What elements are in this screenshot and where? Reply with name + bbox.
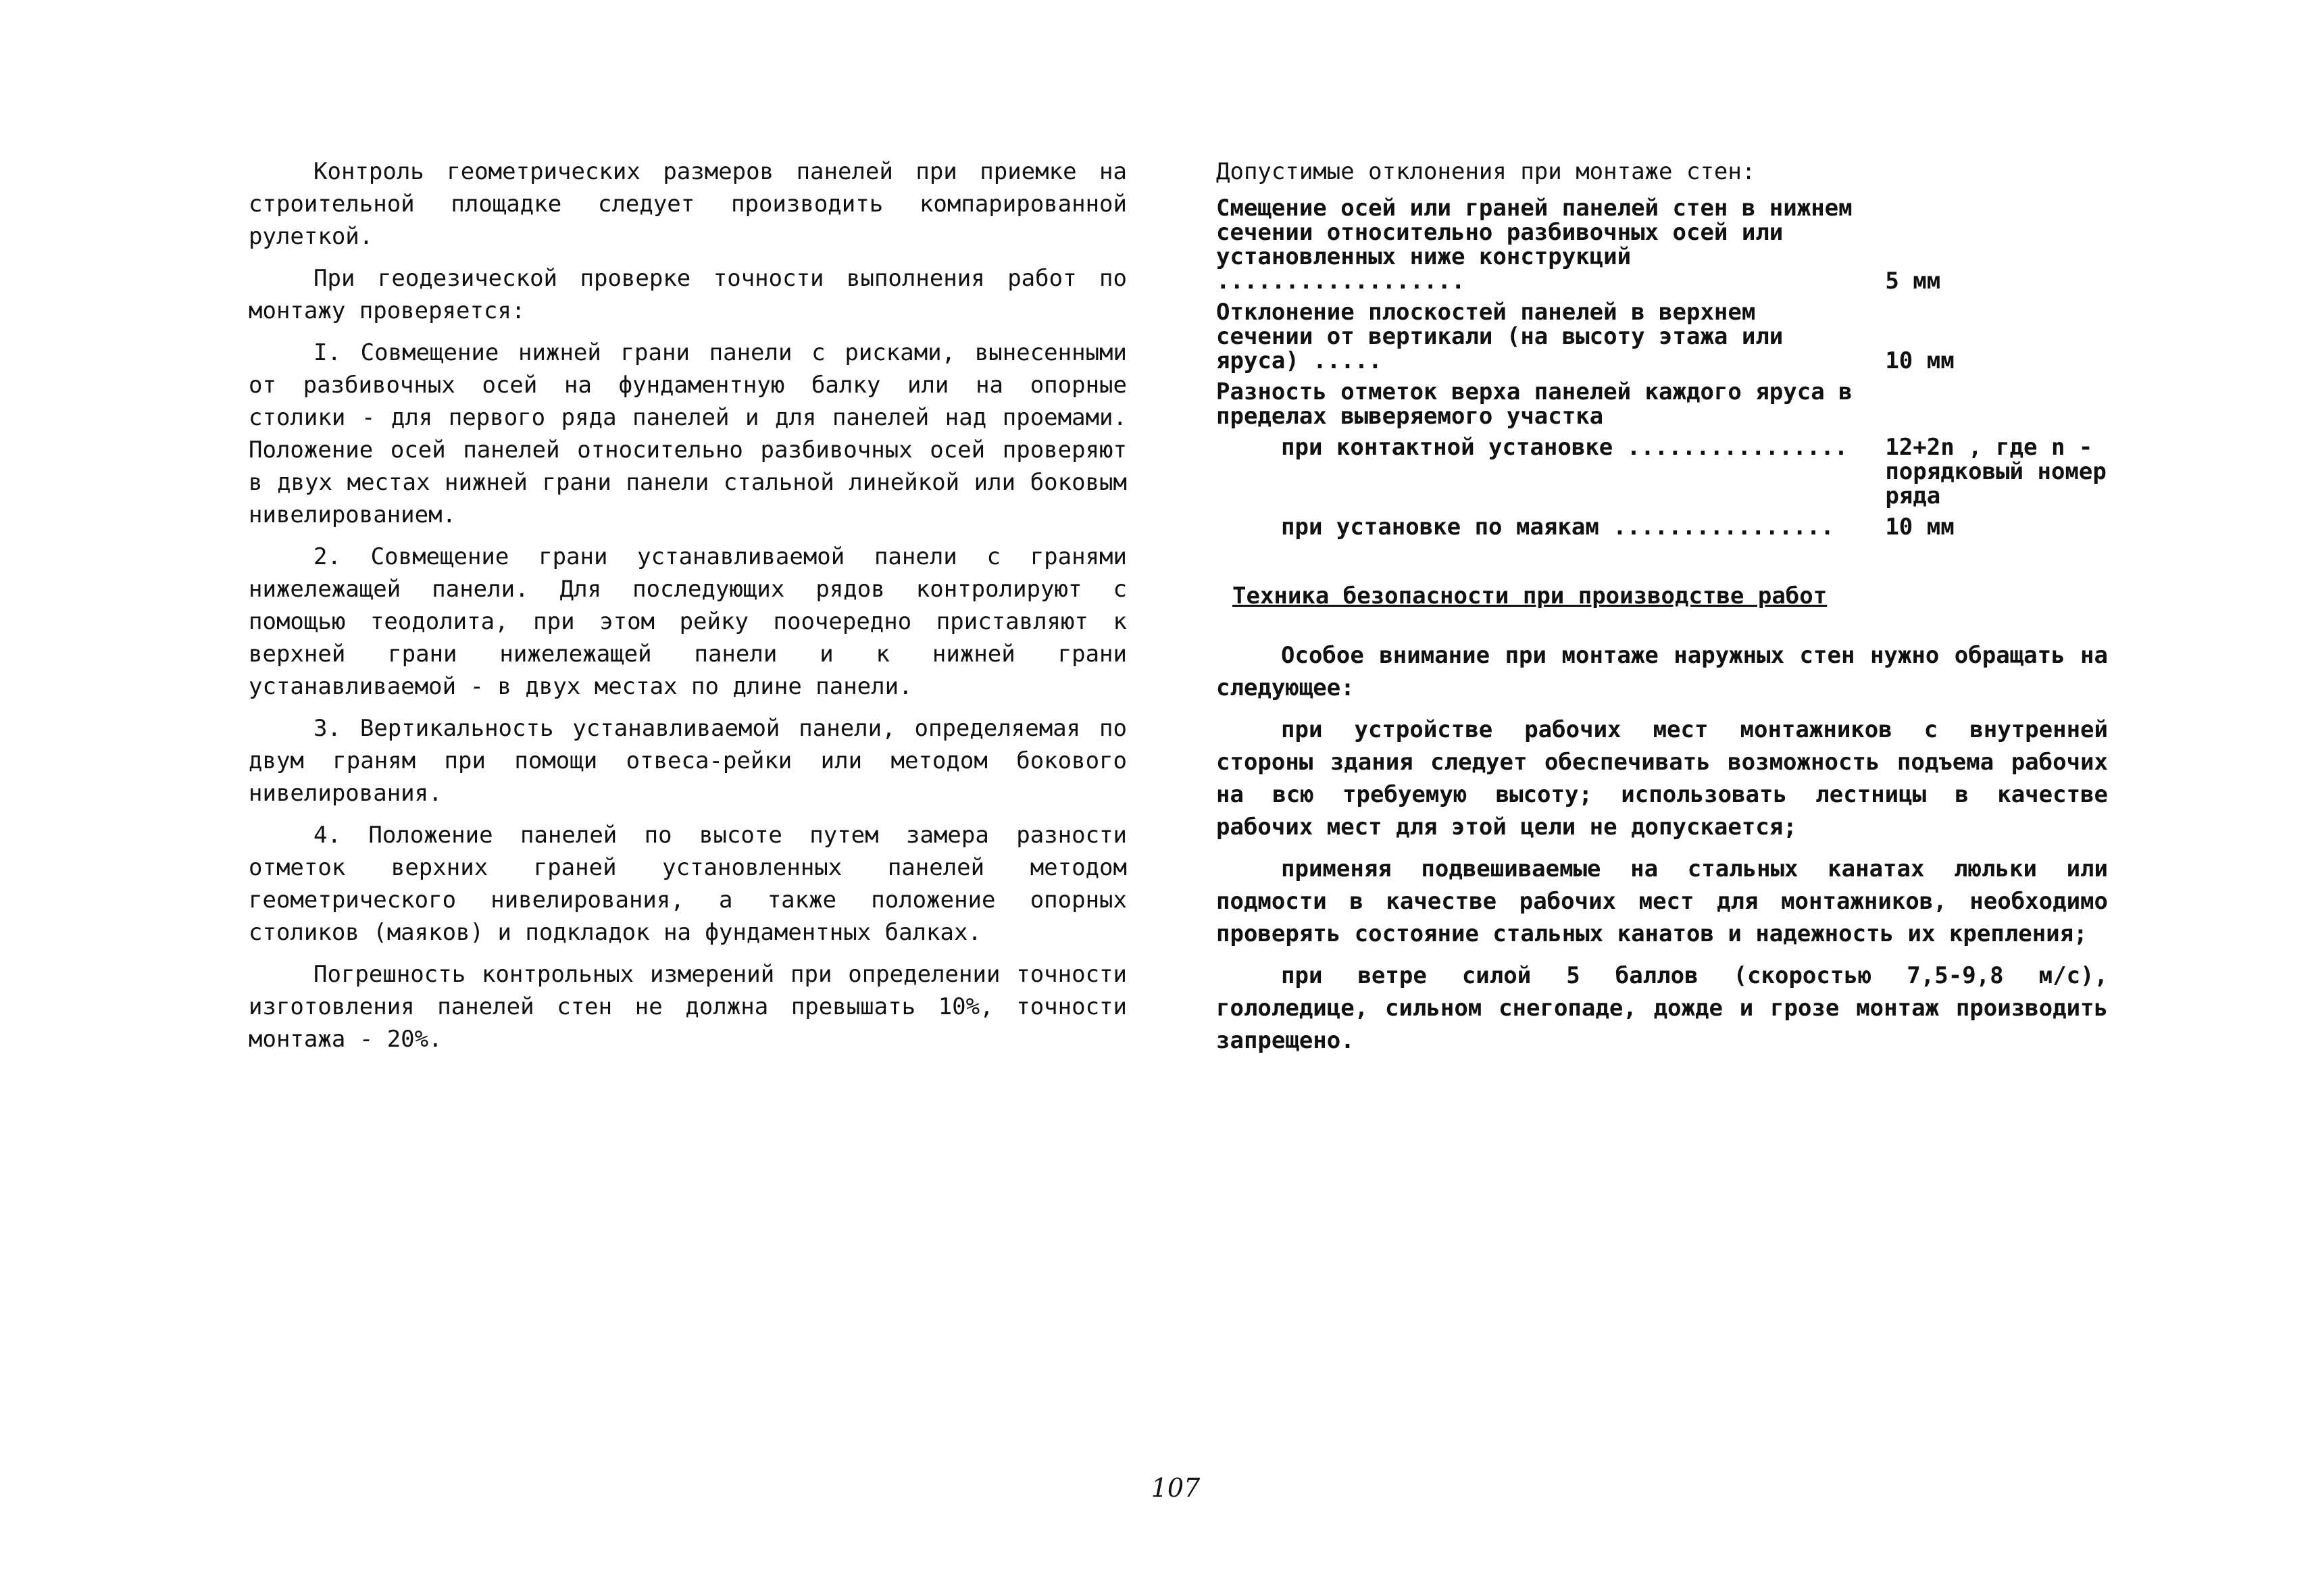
paragraph-item-4: 4. Положение панелей по высоте путем замера разности отметок верхних граней установленных панелей методом геометрического нивелирования, а также положение опорных столиков (маяков) и подкладок на фундаментных балках. (249, 822, 1127, 946)
table-row (1216, 515, 2108, 546)
table-row (1216, 196, 2108, 300)
deviation-value (1858, 380, 2108, 435)
deviation-text: Отклонение плоскостей панелей в верхнем сечении от вертикали (на высоту этажа или яруса) ..... (1216, 299, 1784, 374)
safety-item-workplaces: при устройстве рабочих мест монтажников с внутренней стороны здания следует обеспечивать возможность подъема рабочих на всю требуемую высоту; использовать лестницы в качестве рабочих мест для этой цели не допускается; (1216, 716, 2108, 841)
deviations-title: Допустимые отклонения при монтаже стен: (1216, 158, 1756, 185)
safety-intro: Особое внимание при монтаже наружных стен нужно обращать на следующее: (1216, 642, 2108, 701)
paragraph-item-3: 3. Вертикальность устанавливаемой панели, определяемая по двум граням при помощи отвеса-рейки или методом бокового нивелирования. (249, 715, 1127, 807)
safety-item-weather: при ветре силой 5 баллов (скоростью 7,5-9,8 м/с), гололедице, сильном снегопаде, дожде и грозе монтаж производить запрещено. (1216, 962, 2108, 1054)
deviation-value: 10 мм (1885, 347, 1955, 374)
deviation-text: Разность отметок верха панелей каждого яруса в пределах выверяемого участка (1216, 378, 1853, 430)
deviation-value: 10 мм (1885, 514, 1955, 541)
paragraph-tape-control: Контроль геометрических размеров панелей при приемке на строительной площадке следует производить компарированной рулеткой. (249, 158, 1127, 250)
deviation-value: 12+2n , где n - порядковый номер ряда (1885, 434, 2107, 509)
left-column (249, 155, 1127, 1065)
paragraph-measurement-error: Погрешность контрольных измерений при определении точности изготовления панелей стен не должна превышать 10%, точности монтажа - 20%. (249, 961, 1127, 1053)
safety-item-cradles: применяя подвешиваемые на стальных канатах люльки или подмости в качестве рабочих мест для монтажников, необходимо проверять состояние стальных канатов и надежность их крепления; (1216, 855, 2108, 947)
paragraph-item-2: 2. Совмещение грани устанавливаемой панели с гранями нижележащей панели. Для последующих рядов контролируют с помощью теодолита, при этом рейку поочередно приставляют к верхней грани нижележащей панели и к нижней грани устанавливаемой - в двух местах по длине панели. (249, 543, 1127, 700)
paragraph-item-1: I. Совмещение нижней грани панели с рисками, вынесенными от разбивочных осей на фундаментную балку или на опорные столики - для первого ряда панелей и для панелей над проемами. Положение осей панелей относительно разбивочных осей проверяют в двух местах нижней грани панели стальной линейкой или боковым нивелированием. (249, 339, 1127, 528)
right-column (1216, 155, 2108, 1066)
table-row (1216, 435, 2108, 515)
safety-section-title: Техника безопасности при производстве работ (1232, 582, 1828, 609)
table-row (1216, 300, 2108, 380)
paragraph-geodetic-check: При геодезической проверке точности выполнения работ по монтажу проверяется: (249, 265, 1127, 324)
deviation-text: при установке по маякам ................ (1281, 514, 1834, 541)
deviations-table (1216, 196, 2108, 546)
deviation-text: Смещение осей или граней панелей стен в нижнем сечении относительно разбивочных осей или установленных ниже конструкций .................. (1216, 195, 1853, 295)
deviation-value: 5 мм (1885, 268, 1941, 295)
page-number: 107 (1151, 1473, 1201, 1503)
deviation-text: при контактной установке ................ (1281, 434, 1848, 461)
table-row (1216, 380, 2108, 435)
